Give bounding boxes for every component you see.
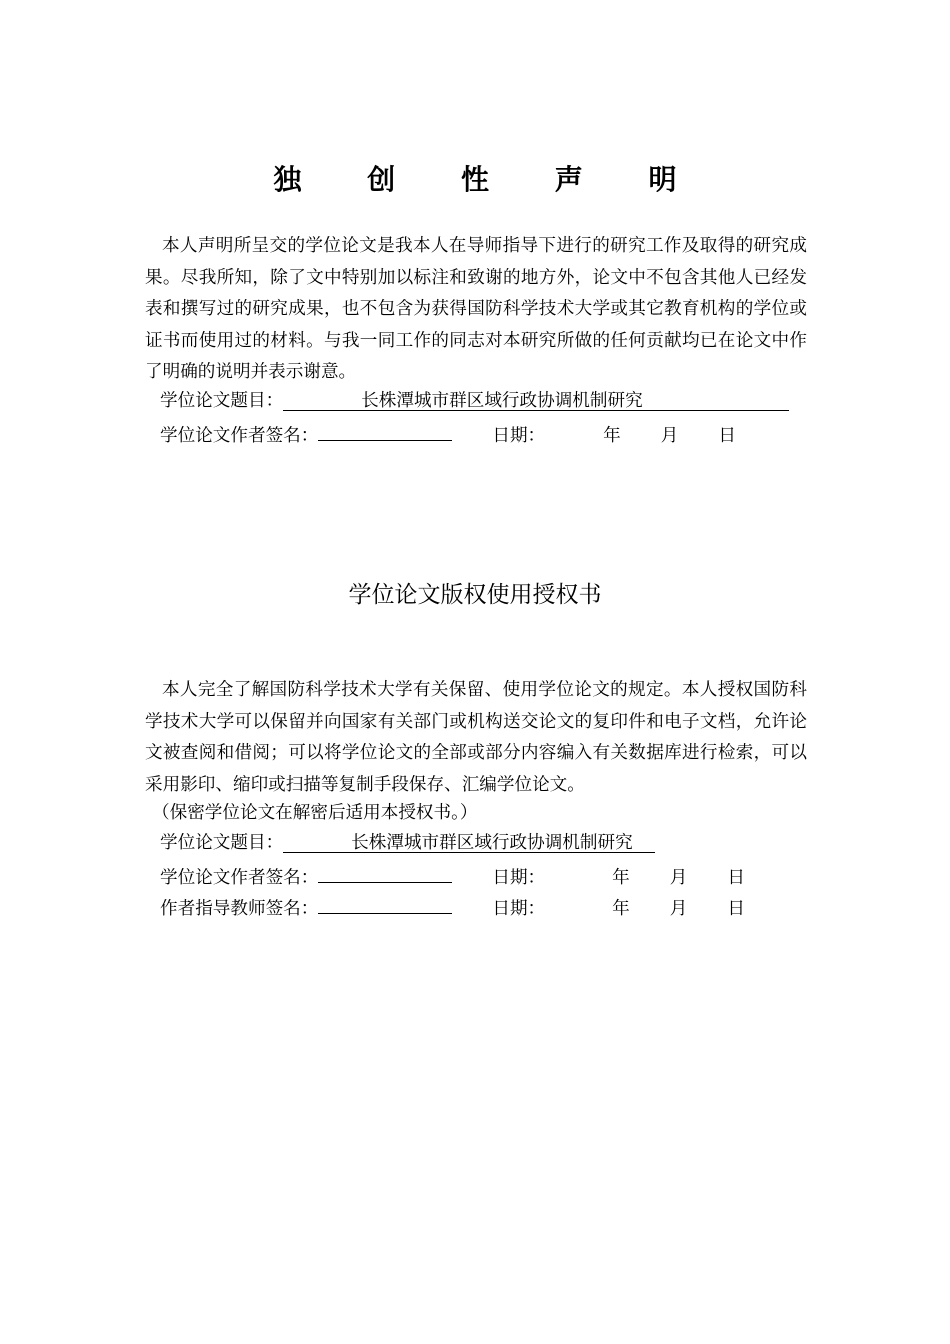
date-year: 年 <box>612 899 630 919</box>
declaration-thesis-title-row <box>160 389 789 413</box>
date-year: 年 <box>603 426 621 446</box>
author-sign-line <box>318 420 452 441</box>
declaration-title: 独 创 性 声 明 <box>273 163 705 196</box>
advisor-sign-label: 作者指导教师签名： <box>160 899 319 919</box>
date-day: 日 <box>727 868 745 888</box>
authorization-body: 本人完全了解国防科学技术大学有关保留、使用学位论文的规定。本人授权国防科学技术大学可以保留并向国家有关部门或机构送交论文的复印件和电子文档，允许论文被查阅和借阅；可以将学位论文的全部或部分内容编入有关数据库进行检索，可以采用影印、缩印或扫描等复制手段保存、汇编学位论文。 <box>145 680 807 795</box>
thesis-title-value: 长株潭城市群区域行政协调机制研究 <box>283 833 655 853</box>
date-label: 日期： <box>492 426 546 446</box>
declaration-author-sign-row <box>160 420 736 448</box>
author-sign-line <box>318 862 452 883</box>
advisor-sign-line <box>318 893 452 914</box>
author-sign-label: 学位论文作者签名： <box>160 426 319 446</box>
authorization-note: （保密学位论文在解密后适用本授权书。） <box>152 803 478 823</box>
author-sign-label: 学位论文作者签名： <box>160 868 319 888</box>
date-label: 日期： <box>492 868 546 888</box>
date-day: 日 <box>727 899 745 919</box>
date-month: 月 <box>669 899 688 919</box>
thesis-title-label: 学位论文题目： <box>160 833 284 853</box>
date-year: 年 <box>612 868 630 888</box>
authorization-title: 学位论文版权使用授权书 <box>348 582 602 608</box>
date-month: 月 <box>660 426 679 446</box>
date-month: 月 <box>669 868 688 888</box>
thesis-title-label: 学位论文题目： <box>160 391 284 411</box>
declaration-body: 本人声明所呈交的学位论文是我本人在导师指导下进行的研究工作及取得的研究成果。尽我所知，除了文中特别加以标注和致谢的地方外，论文中不包含其他人已经发表和撰写过的研究成果，也不包含为获得国防科学技术大学或其它教育机构的学位或证书而使用过的材料。与我一同工作的同志对本研究所做的任何贡献均已在论文中作了明确的说明并表示谢意。 <box>145 236 807 383</box>
date-day: 日 <box>718 426 736 446</box>
date-label: 日期： <box>492 899 546 919</box>
authorization-author-sign-row <box>160 862 745 890</box>
authorization-thesis-title-row <box>160 831 655 855</box>
thesis-title-value: 长株潭城市群区域行政协调机制研究 <box>283 391 789 411</box>
authorization-advisor-sign-row <box>160 893 745 921</box>
